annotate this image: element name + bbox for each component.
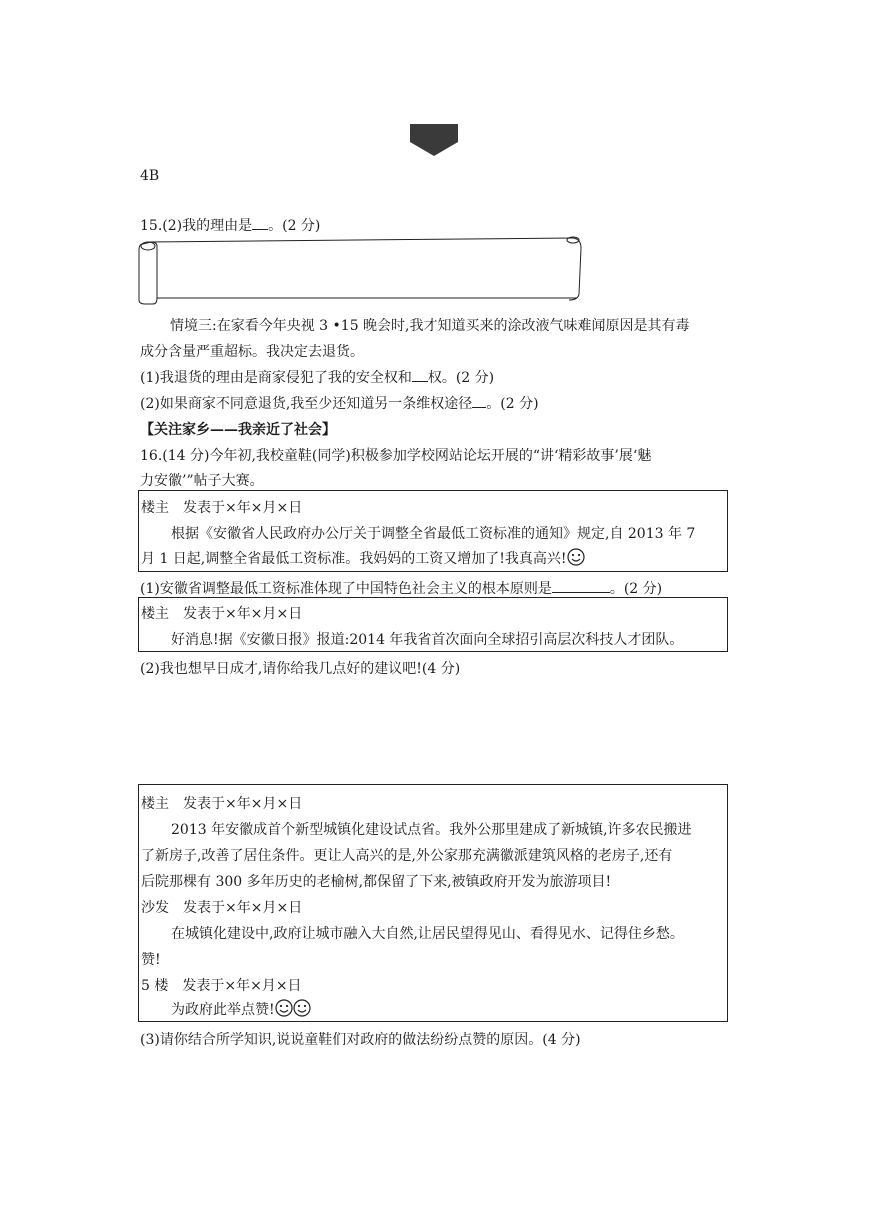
- answer-blank[interactable]: [252, 215, 268, 230]
- forum-post-3: [138, 784, 728, 1022]
- reply-body-line: 赞!: [141, 952, 161, 968]
- post-body-line: 好消息!据《安徽日报》报道:2014 年我省首次面向全球招引高层次科技人才团队。: [171, 632, 684, 648]
- forum-post-2: [138, 597, 728, 652]
- q16-intro-line2: 力安徽’”帖子大赛。: [140, 473, 264, 489]
- scenario3-line2: 成分含量严重超标。我决定去退货。: [140, 344, 364, 360]
- q15-sub1: (1)我退货的理由是商家侵犯了我的安全权和 权。(2 分): [140, 367, 494, 387]
- answer-blank[interactable]: [412, 367, 428, 382]
- post-header: 楼主 发表于×年×月×日: [141, 606, 303, 622]
- page-label: 4B: [140, 168, 160, 184]
- answer-blank[interactable]: [552, 578, 610, 593]
- section-heading: 【关注家乡——我亲近了社会】: [140, 422, 336, 438]
- post-body-line: 根据《安徽省人民政府办公厅关于调整全省最低工资标准的通知》规定,自 2013 年 7: [171, 526, 696, 542]
- smiley-icon: [275, 999, 293, 1017]
- forum-post-1: [138, 490, 728, 572]
- q15-reason-line: 15.(2)我的理由是 。(2 分): [140, 215, 320, 235]
- header-arrow-shape: [410, 124, 458, 156]
- q16-sub1: (1)安徽省调整最低工资标准体现了中国特色社会主义的根本原则是 。(2 分): [140, 578, 662, 598]
- post-header: 楼主 发表于×年×月×日: [141, 796, 303, 812]
- post-body-line: 2013 年安徽成首个新型城镇化建设试点省。我外公那里建成了新城镇,许多农民搬进: [171, 822, 692, 838]
- scenario3-line1: 情境三:在家看今年央视 3 •15 晚会时,我才知道买来的涂改液气味难闻原因是其有毒: [170, 318, 690, 334]
- post-body-line: 了新房子,改善了居住条件。更让人高兴的是,外公家那充满徽派建筑风格的老房子,还有: [141, 848, 673, 864]
- answer-blank[interactable]: [472, 393, 486, 408]
- q16-sub2: (2)我也想早日成才,请你给我几点好的建议吧!(4 分): [140, 661, 461, 677]
- q15-sub2: (2)如果商家不同意退货,我至少还知道另一条维权途径 。(2 分): [140, 393, 539, 413]
- reply-header: 沙发 发表于×年×月×日: [141, 900, 303, 916]
- smiley-icon: [293, 999, 311, 1017]
- reply-body-line: 为政府此举点赞!: [141, 999, 311, 1019]
- q16-sub3: (3)请你结合所学知识,说说童鞋们对政府的做法纷纷点赞的原因。(4 分): [140, 1032, 581, 1048]
- post-body-line: 月 1 日起,调整全省最低工资标准。我妈妈的工资又增加了!我真高兴!: [141, 548, 585, 568]
- reply-body-line: 在城镇化建设中,政府让城市融入大自然,让居民望得见山、看得见水、记得住乡愁。: [171, 926, 684, 942]
- post-header: 楼主 发表于×年×月×日: [141, 500, 303, 516]
- scroll-answer-frame: [137, 234, 583, 306]
- reply-header: 5 楼 发表于×年×月×日: [141, 978, 302, 994]
- smiley-icon: [567, 548, 585, 566]
- post-body-line: 后院那棵有 300 多年历史的老榆树,都保留了下来,被镇政府开发为旅游项目!: [141, 874, 612, 890]
- q16-intro-line1: 16.(14 分)今年初,我校童鞋(同学)积极参加学校网站论坛开展的“讲‘精彩故事’展‘魅: [140, 448, 652, 464]
